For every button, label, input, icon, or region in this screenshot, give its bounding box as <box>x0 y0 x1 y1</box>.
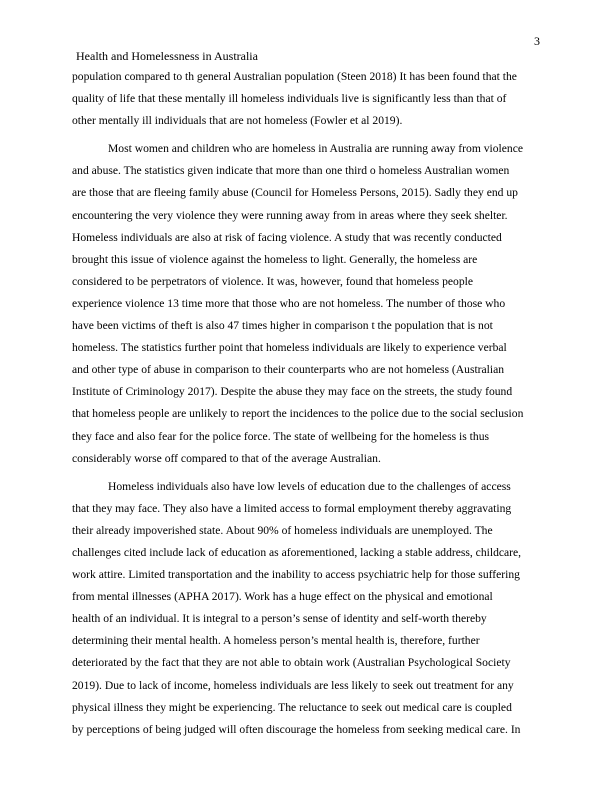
text-line: are those that are fleeing family abuse (Council for Homeless Persons, 2015). Sadly they end up <box>72 186 518 200</box>
text-line: Homeless individuals also have low levels of education due to the challenges of access <box>108 479 511 493</box>
page-number: 3 <box>534 34 540 48</box>
text-line: their already impoverished state. About 90% of homeless individuals are unemployed. The <box>72 523 493 537</box>
paragraph-1 <box>72 66 540 132</box>
text-line: health of an individual. It is integral to a person’s sense of identity and self-worth thereby <box>72 612 487 626</box>
text-line: 2019). Due to lack of income, homeless individuals are less likely to seek out treatment for any <box>72 678 514 692</box>
text-line: Institute of Criminology 2017). Despite the abuse they may face on the streets, the study found <box>72 385 513 399</box>
text-line: work attire. Limited transportation and the inability to access psychiatric help for those suffering <box>72 568 520 582</box>
document-body <box>72 66 540 741</box>
text-line: physical illness they might be experiencing. The reluctance to seek out medical care is coupled <box>72 700 512 714</box>
text-line: homeless. The statistics further point that homeless individuals are likely to experience verbal <box>72 341 507 355</box>
text-line: that they may face. They also have a limited access to formal employment thereby aggravating <box>72 501 512 515</box>
paragraph-2 <box>72 138 540 469</box>
text-line: considerably worse off compared to that of the average Australian. <box>72 451 381 465</box>
text-line: brought this issue of violence against the homeless to light. Generally, the homeless are <box>72 252 478 266</box>
text-line: and abuse. The statistics given indicate that more than one third o homeless Australian women <box>72 164 510 178</box>
text-line: other mentally ill individuals that are not homeless (Fowler et al 2019). <box>72 114 403 128</box>
text-line: encountering the very violence they were running away from in areas where they seek shelter. <box>72 208 508 222</box>
text-line: population compared to th general Australian population (Steen 2018) It has been found that the <box>72 70 517 83</box>
text-line: from mental illnesses (APHA 2017). Work has a huge effect on the physical and emotional <box>72 590 493 604</box>
text-line: Most women and children who are homeless in Australia are running away from violence <box>108 142 524 156</box>
text-line: experience violence 13 time more that those who are not homeless. The number of those who <box>72 296 506 310</box>
text-line: they face and also fear for the police force. The state of wellbeing for the homeless is thus <box>72 429 490 443</box>
running-head: Health and Homelessness in Australia <box>76 49 258 63</box>
text-line: and other type of abuse in comparison to their counterparts who are not homeless (Australian <box>72 363 505 377</box>
text-line: have been victims of theft is also 47 times higher in comparison t the population that is not <box>72 319 493 333</box>
text-line: challenges cited include lack of education as aforementioned, lacking a stable address, childcare, <box>72 545 522 559</box>
text-line: that homeless people are unlikely to report the incidences to the police due to the social seclusion <box>72 407 524 421</box>
text-line: by perceptions of being judged will often discourage the homeless from seeking medical care. In <box>72 722 521 736</box>
text-line: Homeless individuals are also at risk of facing violence. A study that was recently conducted <box>72 230 502 244</box>
text-line: deteriorated by the fact that they are not able to obtain work (Australian Psychological Society <box>72 656 511 670</box>
text-line: quality of life that these mentally ill homeless individuals live is significantly less than that of <box>72 92 507 106</box>
paragraph-3 <box>72 476 540 741</box>
text-line: determining their mental health. A homeless person’s mental health is, therefore, further <box>72 634 480 648</box>
text-line: considered to be perpetrators of violence. It was, however, found that homeless people <box>72 274 473 288</box>
